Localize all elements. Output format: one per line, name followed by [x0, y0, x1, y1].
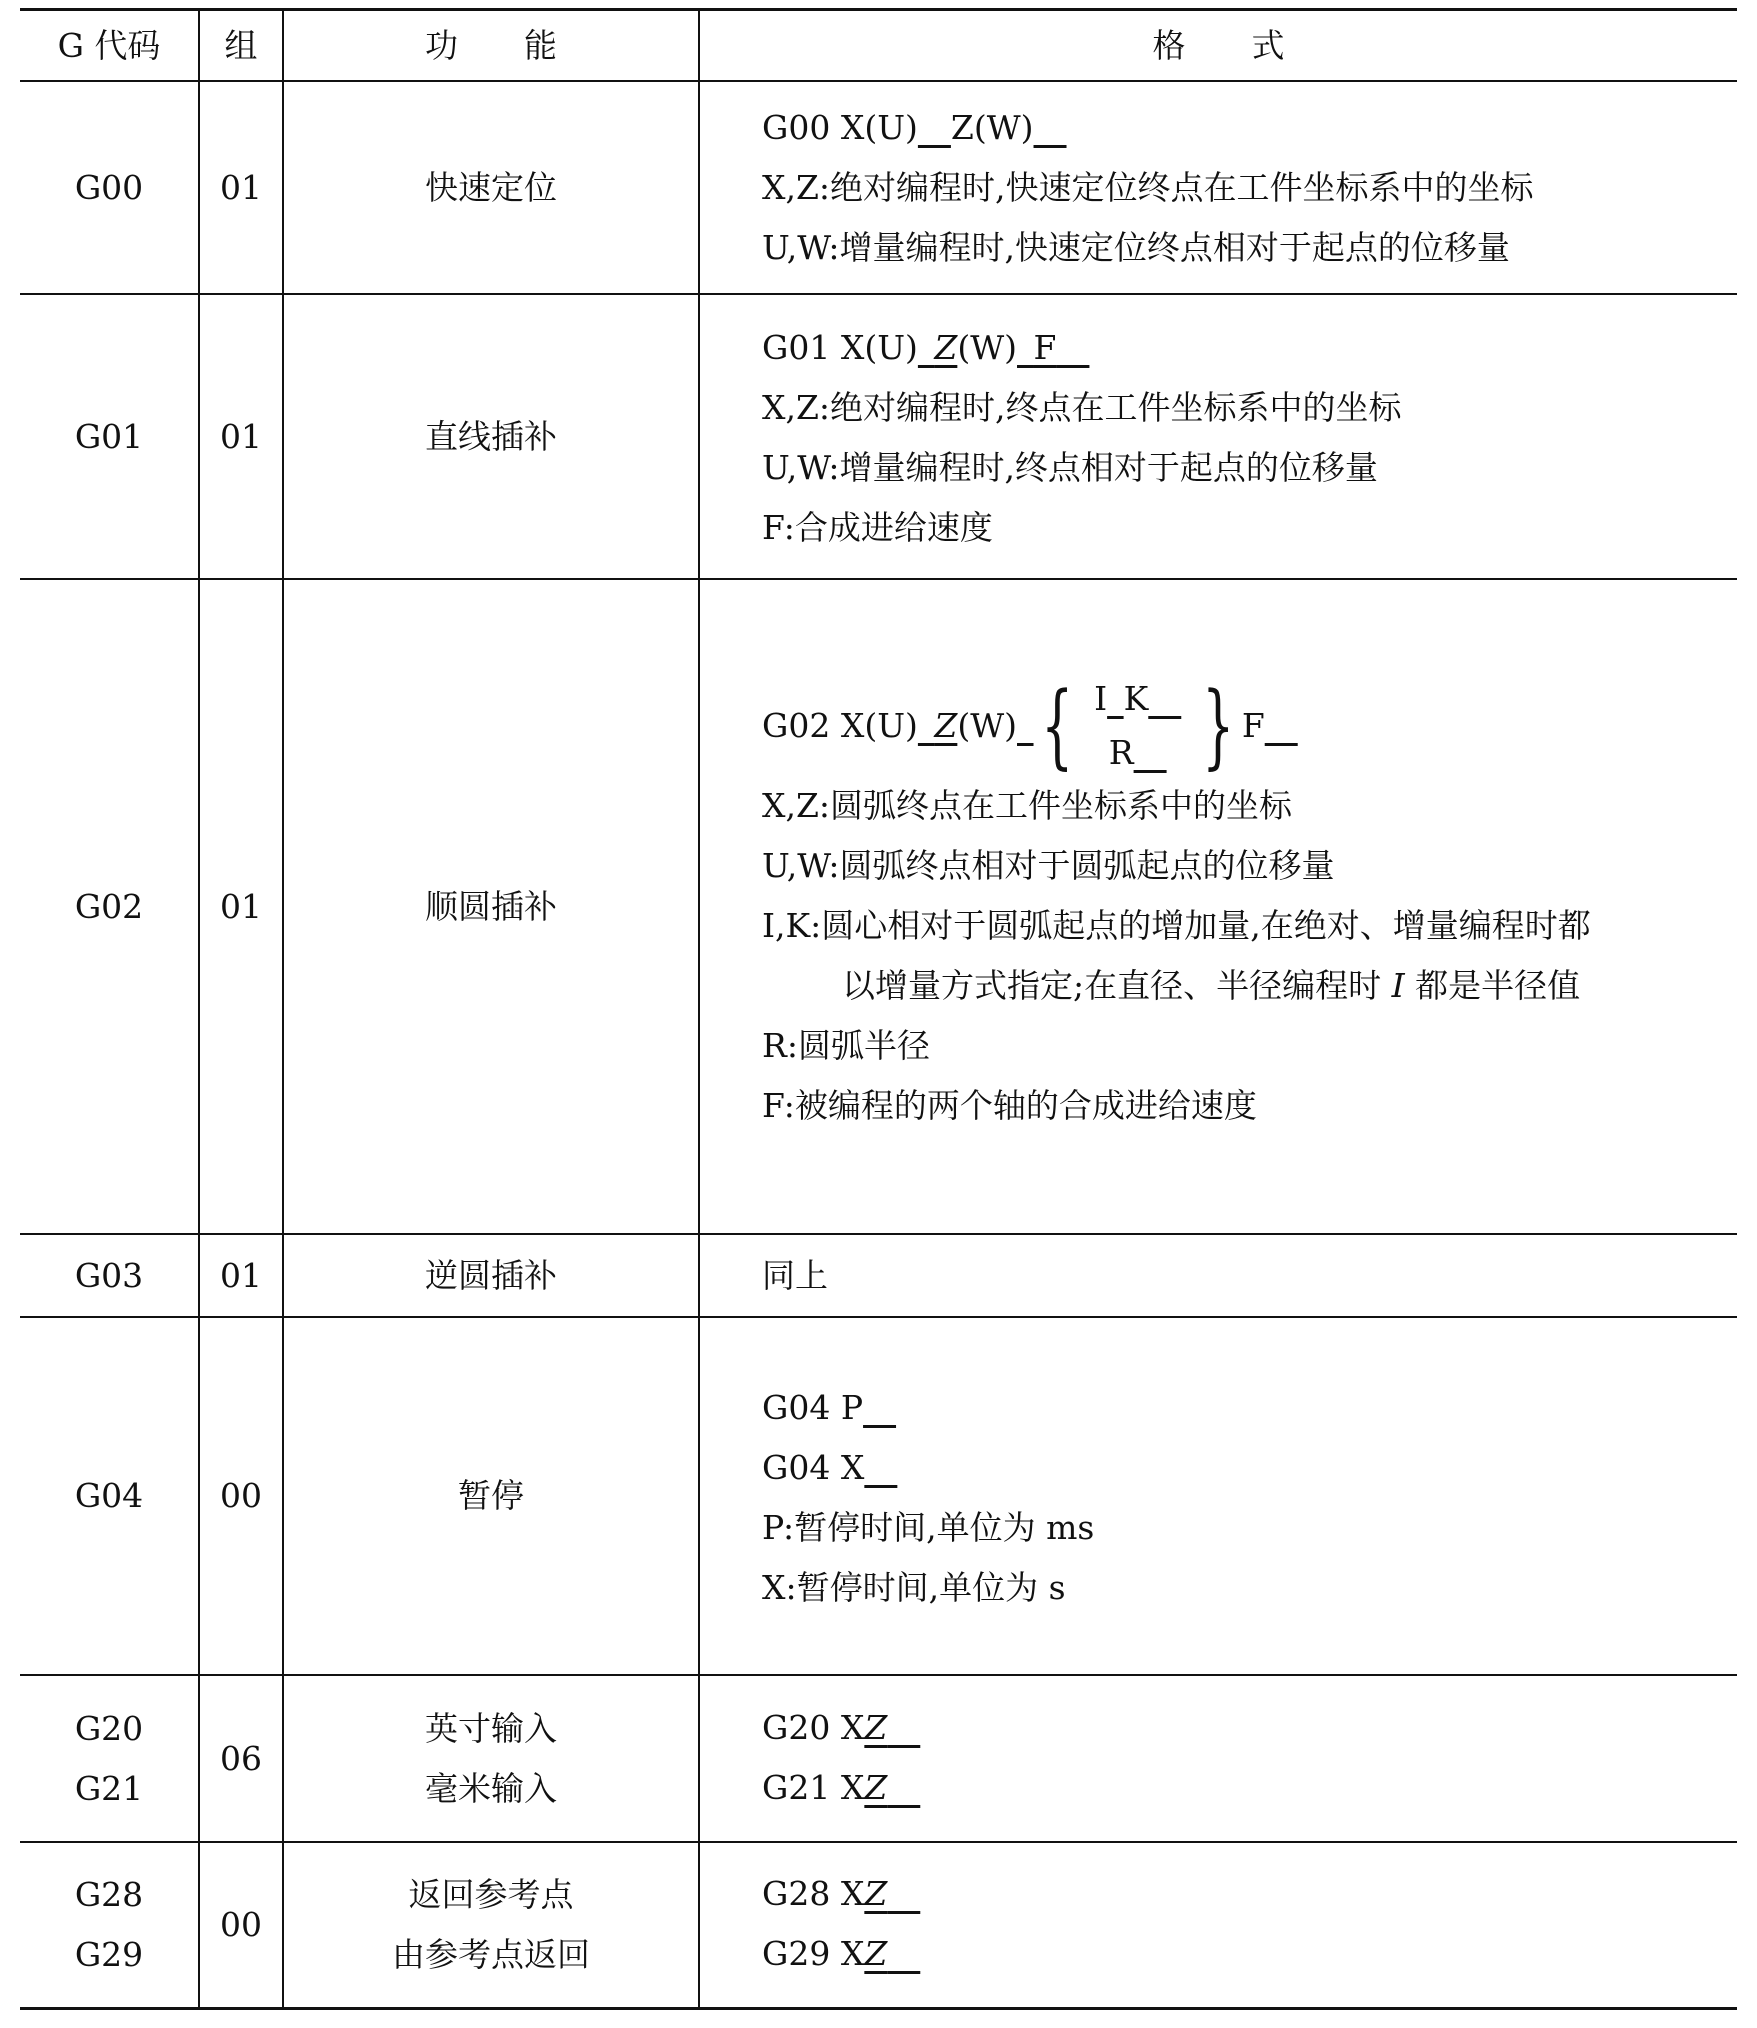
col-divider-3 [698, 8, 700, 2010]
row-g02-format [762, 672, 1591, 1136]
row-g01-group: 01 [220, 416, 262, 456]
ik-r-choice [1034, 672, 1242, 779]
rule-bottom [20, 2007, 1737, 2010]
row-g04-syntax-1: G04 P [762, 1388, 864, 1427]
row-g28-codes: G28 G29 [74, 1875, 144, 1974]
row-g02-desc-5: F:被编程的两个轴的合成进给速度 [762, 1086, 1257, 1125]
row-g00-desc-1: X,Z:绝对编程时,快速定位终点在工件坐标系中的坐标 [762, 168, 1534, 207]
left-brace-icon: { [1040, 672, 1073, 779]
row-g02-function: 顺圆插补 [425, 886, 557, 926]
row-g02-syntax: G02 X(U) Z (W) { I K R } F [762, 672, 1265, 779]
row-g02-code: G02 [74, 886, 144, 926]
row-g04-desc-1: P:暂停时间,单位为 ms [762, 1508, 1095, 1547]
row-g00-group: 01 [220, 167, 262, 207]
row-g20-syntax-2: G21 XZ [762, 1768, 888, 1807]
row-g03-code: G03 [74, 1255, 144, 1295]
header-group: 组 [224, 25, 258, 65]
row-g04-syntax-2: G04 X [762, 1448, 865, 1487]
header-code: G 代码 [57, 25, 161, 65]
right-brace-icon: } [1202, 672, 1235, 779]
row-g20-syntax-1: G20 XZ [762, 1708, 888, 1747]
row-g04-format [762, 1378, 1094, 1618]
row-g03-function: 逆圆插补 [425, 1255, 557, 1295]
row-g02-desc-4: R:圆弧半径 [762, 1026, 930, 1065]
row-g00-format [762, 98, 1534, 278]
row-g01-desc-3: F:合成进给速度 [762, 508, 993, 547]
row-g03-desc-1: 同上 [762, 1256, 828, 1295]
row-g28-format [762, 1864, 920, 1984]
row-g20-functions: 英寸输入 毫米输入 [425, 1708, 557, 1808]
row-g01-code: G01 [74, 416, 144, 456]
ik-option: I K [1094, 679, 1149, 718]
row-g01-format [762, 318, 1402, 558]
row-g00-desc-2: U,W:增量编程时,快速定位终点相对于起点的位移量 [762, 228, 1510, 267]
row-g02-group: 01 [220, 886, 262, 926]
row-g00-code: G00 [74, 167, 144, 207]
row-g03-format [762, 1246, 828, 1306]
row-g28-syntax-1: G28 XZ [762, 1874, 888, 1913]
row-g00-syntax: G00 X(U) Z(W) [762, 108, 1034, 147]
row-g04-group: 00 [220, 1476, 262, 1515]
row-g04-desc-2: X:暂停时间,单位为 s [762, 1568, 1066, 1607]
row-g01-desc-2: U,W:增量编程时,终点相对于起点的位移量 [762, 448, 1378, 487]
row-g01-syntax: G01 X(U) Z(W) F [762, 328, 1057, 367]
row-g28-syntax-2: G29 XZ [762, 1934, 888, 1973]
header-function: 功 能 [425, 25, 557, 65]
row-g02-desc-2: U,W:圆弧终点相对于圆弧起点的位移量 [762, 846, 1335, 885]
row-g28-group: 00 [220, 1905, 262, 1944]
row-g04-code: G04 [74, 1476, 144, 1515]
row-g02-desc-3-cont: 以增量方式指定;在直径、半径编程时 I 都是半径值 [842, 966, 1581, 1005]
header-format: 格 式 [1152, 25, 1285, 65]
row-g01-desc-1: X,Z:绝对编程时,终点在工件坐标系中的坐标 [762, 388, 1402, 427]
row-g03-group: 01 [220, 1255, 262, 1295]
row-g00-function: 快速定位 [425, 167, 557, 207]
row-g01-function: 直线插补 [425, 416, 557, 456]
r-option: R [1108, 733, 1134, 772]
row-g20-group: 06 [220, 1738, 262, 1778]
row-g02-desc-3: I,K:圆心相对于圆弧起点的增加量,在绝对、增量编程时都 [762, 906, 1591, 945]
row-g20-format [762, 1698, 920, 1818]
row-g02-desc-1: X,Z:圆弧终点在工件坐标系中的坐标 [762, 786, 1293, 825]
row-g28-functions: 返回参考点 由参考点返回 [392, 1875, 590, 1974]
row-g04-function: 暂停 [458, 1476, 524, 1515]
row-g20-codes: G20 G21 [74, 1708, 144, 1808]
